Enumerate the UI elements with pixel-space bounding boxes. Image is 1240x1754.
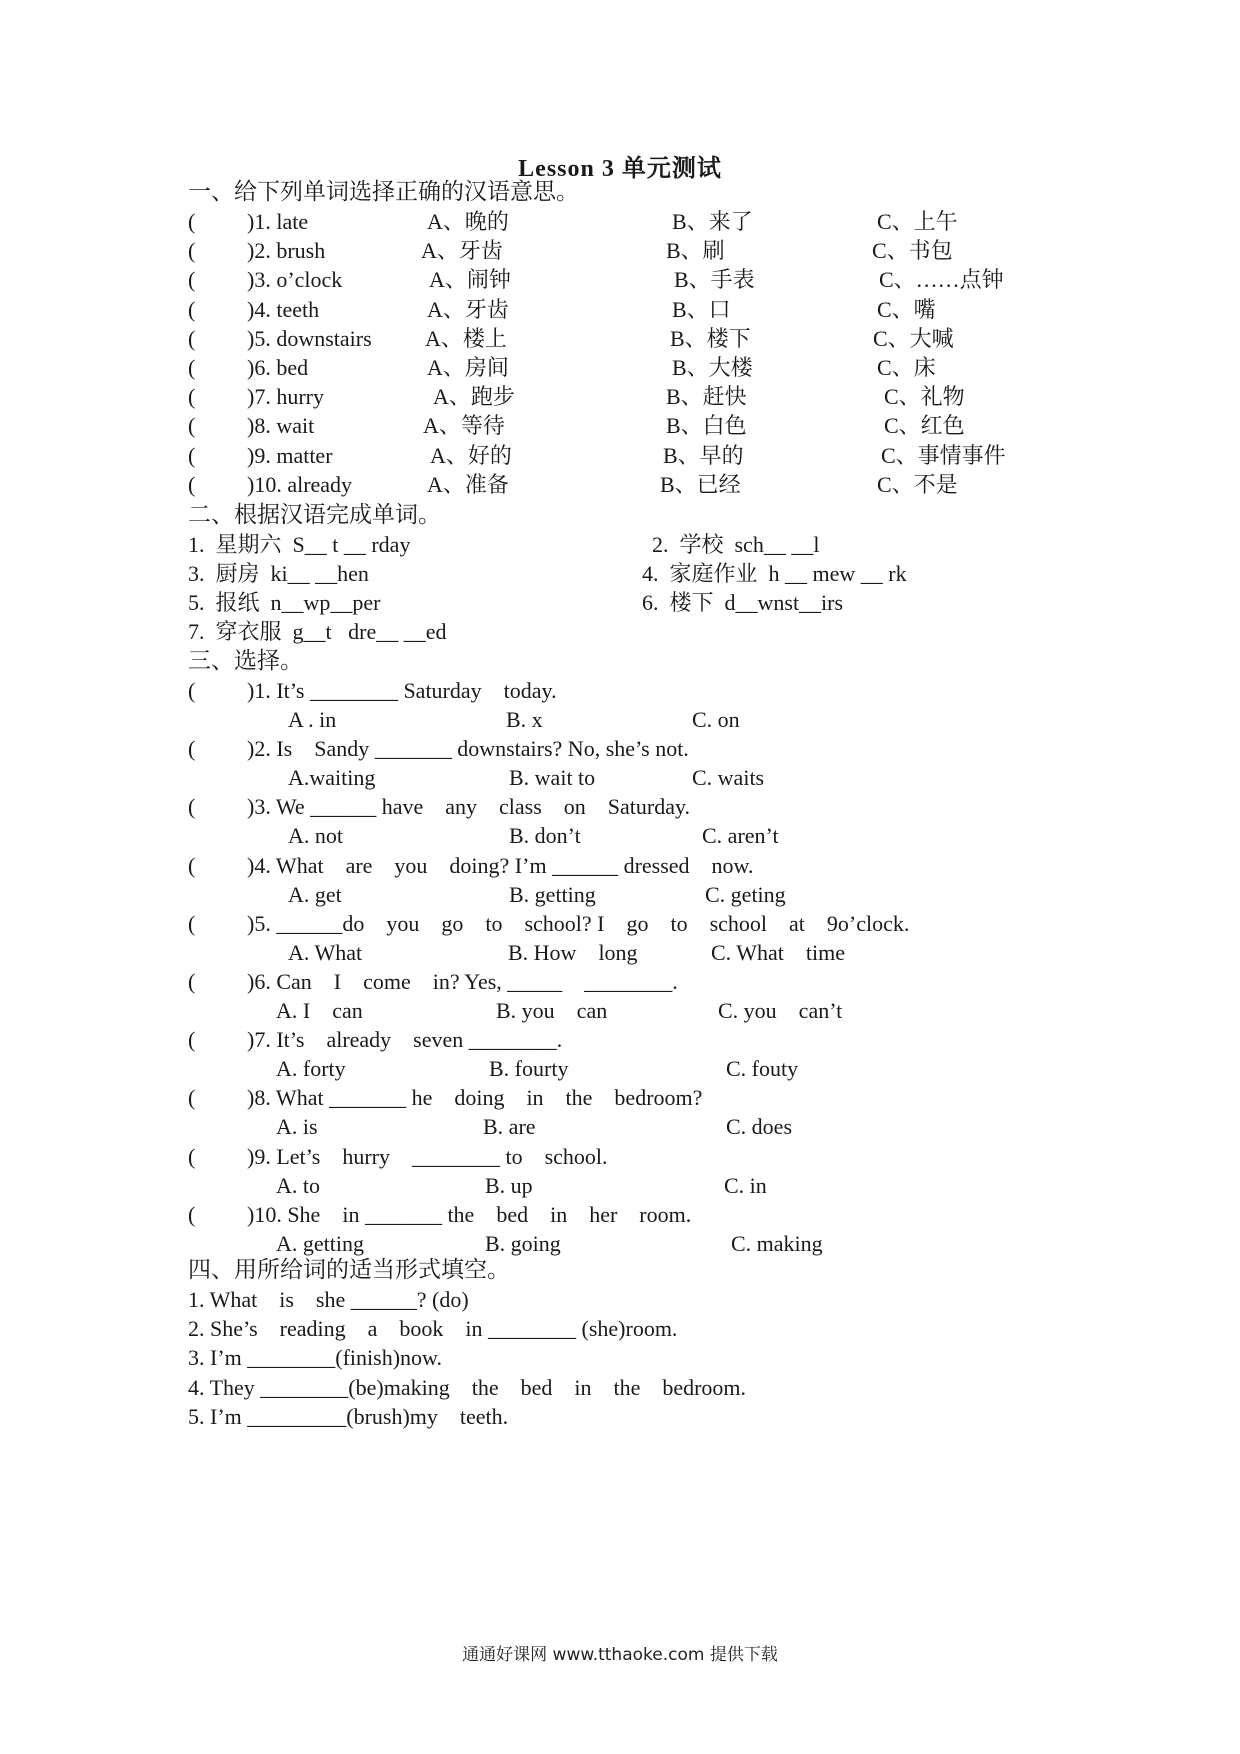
question-text: )5. downstairs	[247, 326, 372, 351]
option-a: A、跑步	[433, 384, 515, 409]
option-c: C. fouty	[726, 1056, 799, 1081]
answer-paren: (	[188, 384, 196, 409]
option-b: B、楼下	[670, 326, 751, 351]
option-a: A、楼上	[425, 326, 507, 351]
option-c: C. in	[724, 1173, 767, 1198]
section2-item: 4. 家庭作业 h __ mew __ rk	[642, 561, 907, 586]
option-a: A.waiting	[288, 765, 376, 790]
option-a: A. What	[288, 940, 363, 965]
section3-heading: 三、选择。	[188, 648, 303, 673]
option-c: C、床	[877, 355, 936, 380]
option-a: A. forty	[276, 1056, 346, 1081]
option-a: A、好的	[430, 443, 512, 468]
option-b: B. x	[506, 707, 543, 732]
option-b: B、早的	[663, 443, 744, 468]
answer-paren: (	[188, 911, 196, 936]
option-c: C、上午	[877, 209, 958, 234]
option-a: A、准备	[427, 472, 509, 497]
question-text: )6. Can I come in? Yes, _____ ________.	[247, 969, 678, 994]
option-a: A. I can	[276, 998, 363, 1023]
option-a: A、牙齿	[421, 238, 503, 263]
answer-paren: (	[188, 209, 196, 234]
option-a: A、闹钟	[429, 267, 511, 292]
option-a: A. is	[276, 1114, 318, 1139]
question-text: )9. Let’s hurry ________ to school.	[247, 1144, 608, 1169]
answer-paren: (	[188, 238, 196, 263]
answer-paren: (	[188, 443, 196, 468]
question-text: )9. matter	[247, 443, 333, 468]
question-text: )4. What are you doing? I’m ______ dressed now.	[247, 853, 754, 878]
option-c: C、不是	[877, 472, 958, 497]
option-b: B. don’t	[509, 823, 581, 848]
option-c: C、书包	[872, 238, 953, 263]
answer-paren: (	[188, 969, 196, 994]
section2-heading: 二、根据汉语完成单词。	[188, 502, 441, 527]
option-c: C. waits	[692, 765, 765, 790]
option-c: C. What time	[711, 940, 846, 965]
section2-item: 2. 学校 sch__ __l	[652, 532, 820, 557]
option-c: C、大喊	[873, 326, 954, 351]
answer-paren: (	[188, 1027, 196, 1052]
option-a: A、晚的	[427, 209, 509, 234]
answer-paren: (	[188, 297, 196, 322]
answer-paren: (	[188, 413, 196, 438]
option-b: B. getting	[509, 882, 596, 907]
answer-paren: (	[188, 267, 196, 292]
answer-paren: (	[188, 1144, 196, 1169]
question-text: )3. We ______ have any class on Saturday.	[247, 794, 691, 819]
answer-paren: (	[188, 1202, 196, 1227]
answer-paren: (	[188, 736, 196, 761]
question-text: )10. She in _______ the bed in her room.	[247, 1202, 692, 1227]
option-a: A. not	[288, 823, 343, 848]
answer-paren: (	[188, 355, 196, 380]
question-text: )1. It’s ________ Saturday today.	[247, 678, 557, 703]
answer-paren: (	[188, 794, 196, 819]
option-c: C. aren’t	[702, 823, 779, 848]
footer-credit: 通通好课网 www.tthaoke.com 提供下载	[462, 1645, 778, 1665]
section2-item: 1. 星期六 S__ t __ rday	[188, 532, 411, 557]
question-text: )7. It’s already seven ________.	[247, 1027, 563, 1052]
option-c: C. geting	[705, 882, 786, 907]
option-b: B. How long	[508, 940, 638, 965]
option-b: B、来了	[672, 209, 753, 234]
option-b: B. fourty	[489, 1056, 569, 1081]
option-a: A . in	[288, 707, 337, 732]
option-b: B、刷	[666, 238, 725, 263]
question-text: )6. bed	[247, 355, 309, 380]
question-text: )3. o’clock	[247, 267, 343, 292]
section2-item: 7. 穿衣服 g__t dre__ __ed	[188, 619, 447, 644]
option-b: B、口	[672, 297, 731, 322]
answer-paren: (	[188, 472, 196, 497]
section4-item: 3. I’m ________(finish)now.	[188, 1345, 442, 1370]
option-a: A、等待	[423, 413, 505, 438]
question-text: )4. teeth	[247, 297, 320, 322]
option-c: C、红色	[884, 413, 965, 438]
option-c: C、事情事件	[881, 443, 1006, 468]
option-b: B、已经	[660, 472, 741, 497]
option-c: C. does	[726, 1114, 792, 1139]
option-a: A. to	[276, 1173, 320, 1198]
section4-heading: 四、用所给词的适当形式填空。	[188, 1257, 510, 1282]
option-b: B. you can	[496, 998, 608, 1023]
question-text: )1. late	[247, 209, 309, 234]
question-text: )10. already	[247, 472, 353, 497]
option-b: B、赶快	[666, 384, 747, 409]
option-b: B. up	[485, 1173, 533, 1198]
answer-paren: (	[188, 853, 196, 878]
section1-heading: 一、给下列单词选择正确的汉语意思。	[188, 179, 579, 204]
section4-item: 5. I’m _________(brush)my teeth.	[188, 1404, 509, 1429]
option-a: A、牙齿	[427, 297, 509, 322]
option-c: C、……点钟	[879, 267, 1004, 292]
section4-item: 1. What is she ______? (do)	[188, 1287, 469, 1312]
question-text: )2. brush	[247, 238, 326, 263]
page-title: Lesson 3 单元测试	[518, 156, 722, 182]
option-a: A. getting	[276, 1231, 364, 1256]
option-c: C. on	[692, 707, 740, 732]
question-text: )8. wait	[247, 413, 315, 438]
section2-item: 6. 楼下 d__wnst__irs	[642, 590, 844, 615]
option-b: B. going	[485, 1231, 561, 1256]
section4-item: 2. She’s reading a book in ________ (she)room.	[188, 1316, 678, 1341]
option-b: B. are	[483, 1114, 536, 1139]
option-c: C、嘴	[877, 297, 936, 322]
section2-item: 5. 报纸 n__wp__per	[188, 590, 381, 615]
section4-item: 4. They ________(be)making the bed in the bedroom.	[188, 1375, 747, 1400]
section2-item: 3. 厨房 ki__ __hen	[188, 561, 369, 586]
option-a: A. get	[288, 882, 342, 907]
question-text: )2. Is Sandy _______ downstairs? No, she’s not.	[247, 736, 689, 761]
answer-paren: (	[188, 326, 196, 351]
option-c: C. making	[731, 1231, 823, 1256]
question-text: )5. ______do you go to school? I go to school at 9o’clock.	[247, 911, 910, 936]
answer-paren: (	[188, 678, 196, 703]
question-text: )8. What _______ he doing in the bedroom?	[247, 1085, 703, 1110]
option-b: B、白色	[666, 413, 747, 438]
option-c: C. you can’t	[718, 998, 843, 1023]
question-text: )7. hurry	[247, 384, 324, 409]
option-b: B、大楼	[672, 355, 753, 380]
option-c: C、礼物	[884, 384, 965, 409]
option-b: B、手表	[674, 267, 755, 292]
option-a: A、房间	[427, 355, 509, 380]
option-b: B. wait to	[509, 765, 596, 790]
answer-paren: (	[188, 1085, 196, 1110]
